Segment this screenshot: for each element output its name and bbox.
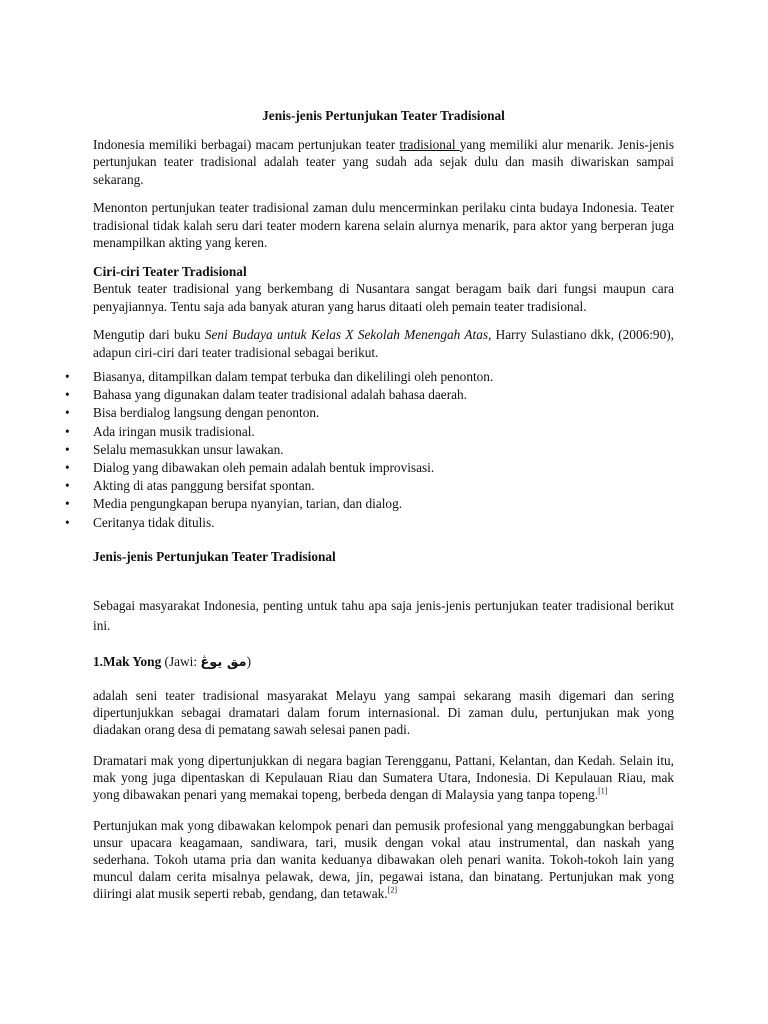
bullet-icon: • (65, 369, 70, 384)
document-title: Jenis-jenis Pertunjukan Teater Tradisional (262, 108, 505, 123)
list-item (64, 441, 674, 459)
mak-yong-paragraph-1: adalah seni teater tradisional masyarakat Melayu yang sampai sekarang masih digemari dan sering dipertunjukkan sebagai dramatari dalam forum internasional. Di zaman dulu, pertunjukan mak yong diadakan orang desa di pematang sawah selesai panen padi. (93, 688, 674, 738)
bullet-icon: • (65, 460, 70, 476)
mak-yong-title: 1.Mak Yong (93, 654, 162, 670)
ciri-paragraph: Bentuk teater tradisional yang berkembang di Nusantara sangat beragam baik dari fungsi maupun cara penyajiannya. Tentu saja ada banyak aturan yang harus ditaati oleh pemain teater tradisional. (93, 281, 674, 314)
intro-paragraph (93, 136, 674, 189)
list-item-text: Ceritanya tidak ditulis. (93, 514, 215, 530)
bullet-icon: • (65, 496, 70, 512)
list-item-text: Bisa berdialog langsung dengan penonton. (93, 405, 320, 421)
mak-yong-paragraph-3 (93, 817, 674, 902)
bullet-icon: • (65, 387, 70, 403)
book-title: Seni Budaya untuk Kelas X Sekolah Menengah Atas (204, 327, 489, 342)
list-item-text: Biasanya, ditampilkan dalam tempat terbuka dan dikelilingi oleh penonton. (93, 369, 494, 384)
mak-yong-paragraph-2 (93, 752, 674, 803)
section-heading-jenis: Jenis-jenis Pertunjukan Teater Tradisional (93, 548, 336, 564)
list-item-text: Dialog yang dibawakan oleh pemain adalah bentuk improvisasi. (93, 460, 435, 476)
footnote-ref-2[interactable]: [2] (387, 885, 397, 895)
list-item (64, 423, 674, 441)
list-item (64, 514, 674, 532)
bullet-icon: • (65, 405, 70, 421)
list-item-text: Ada iringan musik tradisional. (93, 423, 255, 439)
list-item-text: Media pengungkapan berupa nyanyian, tarian, dan dialog. (93, 496, 403, 512)
mak-yong-heading (93, 652, 674, 673)
list-item-text: Bahasa yang digunakan dalam teater tradisional adalah bahasa daerah. (93, 387, 467, 403)
quote-text-after: , Harry Sulastiano dkk, (2006:90), adapun ciri-ciri dari teater tradisional sebagai berikut. (93, 327, 674, 360)
bullet-icon: • (65, 441, 70, 457)
ciri-heading: Ciri-ciri Teater Tradisional (93, 263, 247, 279)
list-item (64, 404, 674, 422)
tradisional-link[interactable]: tradisional (399, 136, 460, 152)
list-item (64, 368, 674, 386)
intro-text-before: Indonesia memiliki berbagai) macam pertunjukan teater (93, 136, 400, 152)
list-item-text: Akting di atas panggung bersifat spontan. (93, 478, 315, 494)
list-item-text: Selalu memasukkan unsur lawakan. (93, 441, 284, 457)
document-page (65, 107, 675, 902)
list-item (64, 459, 674, 477)
ciri-list (64, 368, 674, 532)
list-item (64, 386, 674, 404)
list-item (64, 477, 674, 495)
intro-text-after: yang memiliki alur menarik. Jenis-jenis pertunjukan teater tradisional adalah teater yang sudah ada sejak dulu dan masih diwariskan sampai sekarang. (93, 136, 675, 187)
quote-paragraph (93, 326, 674, 361)
footnote-ref-1[interactable]: [1] (598, 786, 608, 796)
quote-text-before: Mengutip dari buku (93, 327, 205, 342)
second-paragraph: Menonton pertunjukan teater tradisional zaman dulu mencerminkan perilaku cinta budaya Indonesia. Teater tradisional tidak kalah seru dari teater modern karena selain alurnya menarik, para aktor yang berperan juga menampilkan akting yang keren. (93, 200, 674, 250)
jawi-label-open: (Jawi: (161, 654, 201, 670)
bullet-icon: • (65, 478, 70, 494)
mak-yong-paragraph-3-text: Pertunjukan mak yong dibawakan kelompok penari dan pemusik profesional yang menggabungkan berbagai unsur upacara keagamaan, sandiwara, tari, musik dengan vokal atau instrumental, dan naskah yang sederhana. Tokoh utama pria dan wanita keduanya dibawakan oleh penari wanita. Tokoh-tokoh lain yang muncul dalam cerita misalnya pelawak, dewa, jin, pegawai istana, dan binatang. Pertunjukan mak yong diiringi alat musik seperti rebab, gendang, dan tetawak. (93, 818, 674, 902)
mak-yong-paragraph-2-text: Dramatari mak yong dipertunjukkan di negara bagian Terengganu, Pattani, Kelantan, dan Kedah. Selain itu, mak yong juga dipentaskan di Kepulauan Riau dan Sumatera Utara, Indonesia. Di Kepulauan Riau, mak yong dibawakan penari yang memakai topeng, berbeda dengan di Malaysia yang tanpa topeng. (93, 753, 674, 803)
bullet-icon: • (65, 423, 70, 439)
jawi-script: مق يوڠ (200, 655, 247, 671)
jawi-label-close: ) (246, 654, 252, 670)
bullet-icon: • (65, 514, 70, 530)
section-intro-paragraph: Sebagai masyarakat Indonesia, penting untuk tahu apa saja jenis-jenis pertunjukan teater tradisional berikut ini. (93, 598, 674, 634)
list-item (64, 495, 674, 513)
